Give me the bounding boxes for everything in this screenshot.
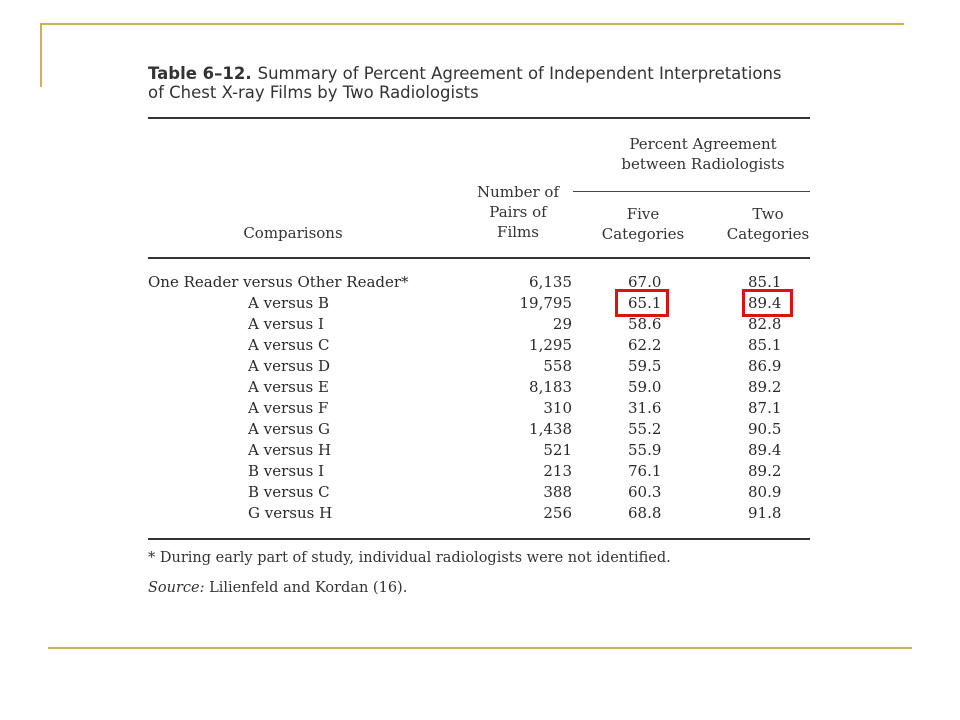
- row-two: 89.2: [748, 378, 782, 396]
- table-row: [148, 398, 818, 418]
- row-two: 87.1: [748, 399, 782, 417]
- table-row: [148, 314, 818, 334]
- row-pairs: 521: [543, 441, 572, 459]
- group-header-rule: [573, 191, 810, 192]
- row-two: 85.1: [748, 273, 782, 291]
- row-pairs: 558: [543, 357, 572, 375]
- bottom-rule: [148, 538, 810, 540]
- row-pairs: 1,295: [529, 336, 572, 354]
- table-row: [148, 377, 818, 397]
- row-pairs: 6,135: [529, 273, 572, 291]
- slide-frame-top: [40, 23, 904, 25]
- slide-frame-bottom: [48, 647, 912, 649]
- row-five: 59.0: [628, 378, 662, 396]
- row-pairs: 1,438: [529, 420, 572, 438]
- table-row: [148, 272, 818, 292]
- group-header-line2: between Radiologists: [621, 155, 785, 173]
- header-pairs-line3: Films: [497, 223, 539, 241]
- source-label: Source:: [148, 580, 205, 596]
- row-pairs: 8,183: [529, 378, 572, 396]
- table-row: [148, 440, 818, 460]
- row-label: One Reader versus Other Reader*: [148, 273, 409, 291]
- table-source: [148, 578, 407, 598]
- header-two: [718, 204, 818, 244]
- row-five: 58.6: [628, 315, 662, 333]
- row-label: A versus E: [248, 378, 329, 396]
- row-two: 80.9: [748, 483, 782, 501]
- row-label: G versus H: [248, 504, 333, 522]
- table-row: [148, 503, 818, 523]
- row-pairs: 29: [552, 315, 572, 333]
- header-rule: [148, 257, 810, 259]
- group-header: [598, 134, 808, 174]
- scanned-table: [148, 60, 818, 610]
- row-label: B versus C: [248, 483, 330, 501]
- row-two: 89.2: [748, 462, 782, 480]
- source-text: Lilienfeld and Kordan (16).: [209, 580, 408, 596]
- table-title-line2: of Chest X-ray Films by Two Radiologists: [148, 83, 479, 102]
- row-label: A versus G: [248, 420, 330, 438]
- row-five: 68.8: [628, 504, 662, 522]
- row-two: 82.8: [748, 315, 782, 333]
- row-five: 59.5: [628, 357, 662, 375]
- row-label: A versus D: [248, 357, 330, 375]
- group-header-line1: Percent Agreement: [629, 135, 777, 153]
- row-two: 85.1: [748, 336, 782, 354]
- table-row: [148, 461, 818, 481]
- highlight-box-five: [615, 289, 669, 317]
- row-two: 89.4: [748, 294, 782, 312]
- row-label: A versus I: [248, 315, 324, 333]
- row-two: 89.4: [748, 441, 782, 459]
- table-title: [148, 64, 818, 102]
- table-row: [148, 335, 818, 355]
- top-rule: [148, 117, 810, 119]
- row-five: 60.3: [628, 483, 662, 501]
- row-five: 65.1: [628, 294, 662, 312]
- row-pairs: 19,795: [519, 294, 572, 312]
- header-comparisons: Comparisons: [243, 224, 343, 242]
- table-number: Table 6–12.: [148, 64, 252, 83]
- row-five: 55.2: [628, 420, 662, 438]
- row-pairs: 310: [543, 399, 572, 417]
- row-label: B versus I: [248, 462, 325, 480]
- header-pairs-line1: Number of: [476, 183, 559, 201]
- row-label: A versus H: [248, 441, 332, 459]
- table-footnote: * During early part of study, individual radiologists were not identified.: [148, 550, 671, 566]
- row-pairs: 388: [543, 483, 572, 501]
- row-five: 62.2: [628, 336, 662, 354]
- row-two: 91.8: [748, 504, 782, 522]
- header-two-line2: Categories: [726, 225, 810, 243]
- header-five: [593, 204, 693, 244]
- row-label: A versus C: [248, 336, 330, 354]
- slide-frame-left: [40, 23, 42, 87]
- header-pairs-line2: Pairs of: [489, 203, 547, 221]
- row-five: 31.6: [628, 399, 662, 417]
- table-row: [148, 356, 818, 376]
- header-pairs: [463, 182, 573, 242]
- row-five: 67.0: [628, 273, 662, 291]
- row-pairs: 256: [543, 504, 572, 522]
- row-five: 76.1: [628, 462, 662, 480]
- table-row: [148, 419, 818, 439]
- row-five: 55.9: [628, 441, 662, 459]
- highlight-box-two: [742, 289, 793, 317]
- row-two: 90.5: [748, 420, 782, 438]
- header-two-line1: Two: [752, 205, 784, 223]
- row-label: A versus F: [248, 399, 329, 417]
- row-pairs: 213: [543, 462, 572, 480]
- row-label: A versus B: [248, 294, 329, 312]
- header-five-line2: Categories: [601, 225, 685, 243]
- table-title-line1: Summary of Percent Agreement of Independent Interpretations: [257, 64, 782, 83]
- row-two: 86.9: [748, 357, 782, 375]
- table-row: [148, 482, 818, 502]
- header-five-line1: Five: [626, 205, 660, 223]
- table-row: [148, 293, 818, 313]
